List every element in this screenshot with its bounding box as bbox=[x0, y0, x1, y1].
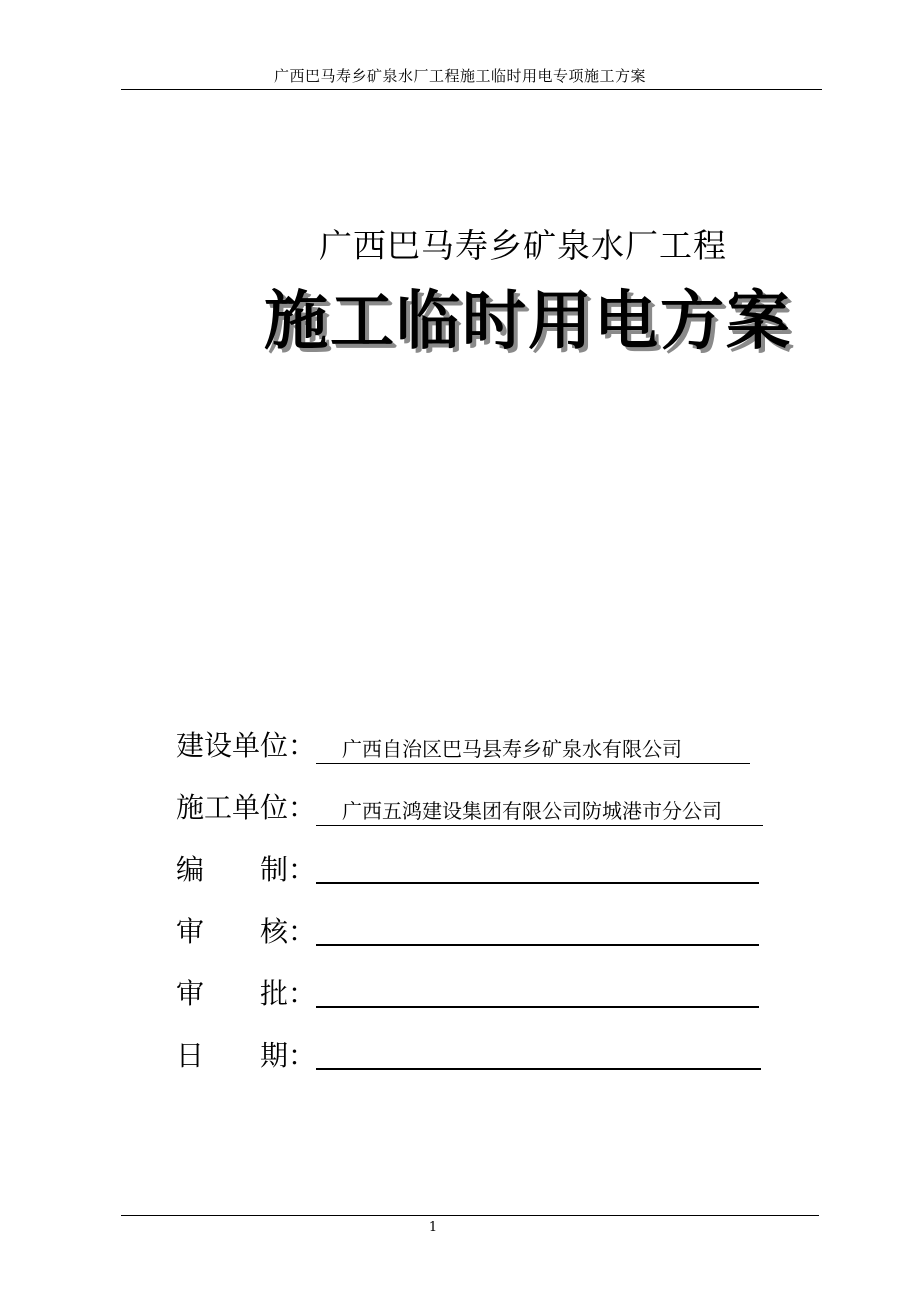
cover-subtitle: 广西巴马寿乡矿泉水厂工程 bbox=[319, 226, 727, 265]
compiled-blank-line[interactable] bbox=[316, 882, 759, 884]
compiled-label: 编 制： bbox=[176, 853, 317, 886]
approved-label: 审 批： bbox=[176, 977, 317, 1010]
compiled-row bbox=[176, 848, 759, 888]
running-header: 广西巴马寿乡矿泉水厂工程施工临时用电专项施工方案 bbox=[273, 67, 646, 85]
reviewed-label: 审 核： bbox=[176, 915, 317, 948]
footer-divider bbox=[121, 1215, 819, 1216]
date-row bbox=[176, 1034, 761, 1074]
contractor-label: 施工单位： bbox=[176, 791, 317, 824]
client-value: 广西自治区巴马县寿乡矿泉水有限公司 bbox=[316, 736, 750, 764]
contractor-row bbox=[176, 786, 763, 826]
reviewed-row bbox=[176, 910, 759, 950]
reviewed-blank-line[interactable] bbox=[316, 944, 759, 946]
header-divider bbox=[121, 89, 822, 90]
date-label: 日 期： bbox=[176, 1039, 317, 1072]
cover-title: 施工临时用电方案 bbox=[264, 285, 792, 359]
contractor-value: 广西五鸿建设集团有限公司防城港市分公司 bbox=[316, 798, 763, 826]
date-blank-line[interactable] bbox=[316, 1068, 761, 1070]
approved-row bbox=[176, 972, 759, 1012]
client-label: 建设单位： bbox=[176, 729, 317, 762]
page-number: 1 bbox=[428, 1220, 438, 1235]
client-row bbox=[176, 724, 750, 764]
approved-blank-line[interactable] bbox=[316, 1006, 759, 1008]
